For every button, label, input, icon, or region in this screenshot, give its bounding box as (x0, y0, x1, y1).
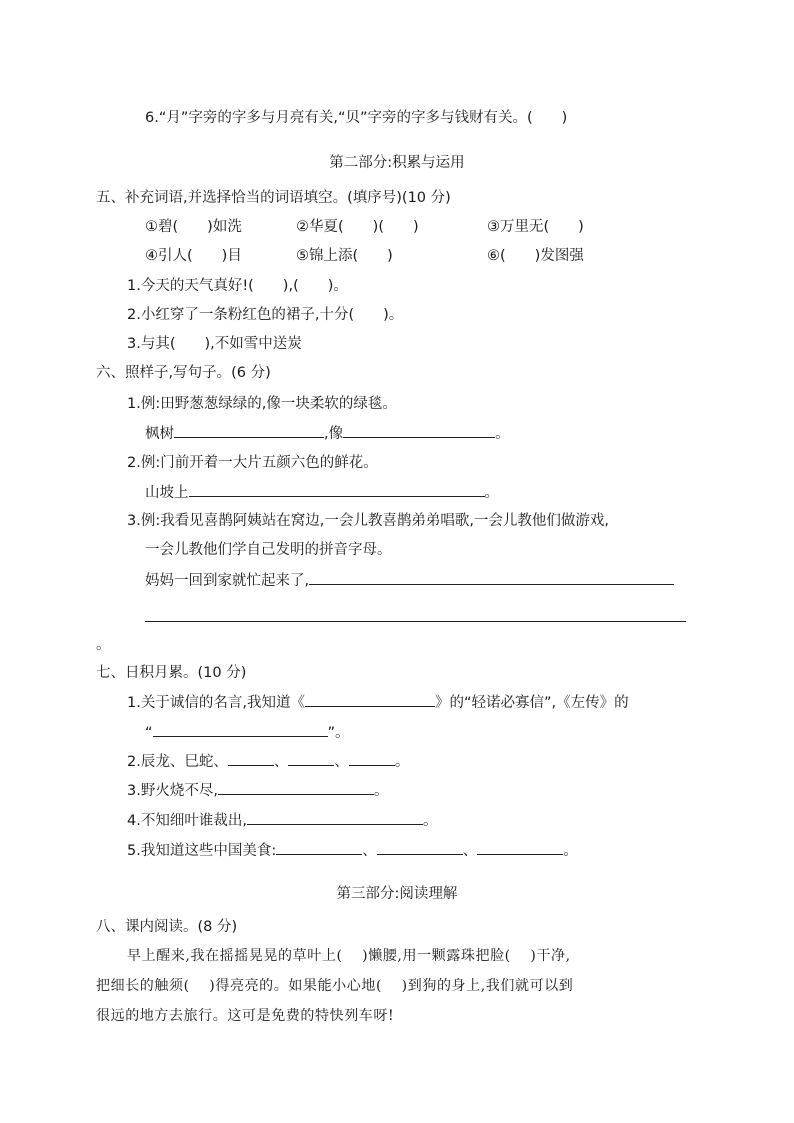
question-5-title: 五、补充词语,并选择恰当的词语填空。(填序号)(10 分) (96, 190, 451, 206)
reading-passage-line-3: 很远的地方去旅行。这可是免费的特快列车呀! (96, 1008, 395, 1024)
answer-blank[interactable] (189, 482, 485, 497)
q6-example-3-line-1: 3.例:我看见喜鹊阿姨站在窝边,一会儿教喜鹊弟弟唱歌,一会儿教他们做游戏, (127, 513, 610, 529)
q6-example-1: 1.例:田野葱葱绿绿的,像一块柔软的绿毯。 (127, 396, 397, 412)
answer-blank[interactable] (228, 751, 274, 766)
q6-ex1-end: 。 (495, 426, 510, 442)
q6-ex1-mid: ,像 (324, 426, 344, 442)
question-6-title: 六、照样子,写句子。(6 分) (96, 365, 271, 381)
answer-blank[interactable] (174, 423, 324, 438)
q7-item-3 (127, 780, 388, 801)
q7-item5-end: 。 (563, 843, 578, 859)
question-8-title: 八、课内阅读。(8 分) (96, 919, 238, 935)
judgement-item-6: 6.“月”字旁的字多与月亮有关,“贝”字旁的字多与钱财有关。( ) (145, 110, 568, 126)
q7-item5-prefix: 5.我知道这些中国美食: (127, 843, 277, 859)
q7-item-1 (127, 692, 629, 713)
answer-blank[interactable] (377, 840, 463, 855)
q7-item-2 (127, 751, 409, 772)
q7-item-4 (127, 810, 437, 831)
question-7-title: 七、日积月累。(10 分) (96, 665, 247, 681)
answer-blank[interactable] (276, 840, 362, 855)
reading-passage-line-2: 把细长的触须( )得亮亮的。如果能小心地( )到狗的身上,我们就可以到 (96, 978, 574, 994)
q6-example-2: 2.例:门前开着一大片五颜六色的鲜花。 (127, 455, 378, 471)
answer-blank[interactable] (309, 570, 674, 585)
q5-option-6: ⑥( )发图强 (487, 248, 584, 264)
q7-item3-end: 。 (373, 783, 389, 799)
q6-answer-line-2 (145, 482, 499, 503)
reading-passage-line-1: 早上醒来,我在摇摇晃晃的草叶上( )懒腰,用一颗露珠把脸( )干净, (127, 948, 571, 964)
answer-rule[interactable] (145, 621, 686, 622)
q5-option-3: ③万里无( ) (487, 219, 584, 235)
answer-blank[interactable] (343, 423, 495, 438)
q6-example-3-line-2: 一会儿教他们学自己发明的拼音字母。 (145, 542, 392, 558)
answer-blank[interactable] (305, 692, 435, 707)
q6-answer-line-3 (145, 570, 674, 591)
q7-item-5 (127, 840, 578, 861)
q7-item3-prefix: 3.野火烧不尽, (127, 783, 218, 799)
q6-ex3-prefix: 妈妈一回到家就忙起来了, (145, 573, 310, 589)
section-title-part2: 第二部分:积累与运用 (329, 155, 465, 171)
q6-ex1-prefix: 枫树 (145, 426, 174, 442)
q6-answer-line-1 (145, 423, 510, 444)
q7-item-1-cont (145, 722, 350, 743)
section-title-part3: 第三部分:阅读理解 (336, 886, 458, 902)
q7-item1-mid: 》的“轻诺必寡信”,《左传》的 (434, 695, 629, 711)
q5-option-5: ⑤锦上添( ) (296, 248, 393, 264)
answer-blank[interactable] (349, 751, 395, 766)
q5-sentence-1: 1.今天的天气真好!( ),( )。 (127, 278, 348, 294)
separator: 、 (334, 754, 349, 770)
q5-sentence-2: 2.小红穿了一条粉红色的裙子,十分( )。 (127, 307, 404, 323)
answer-blank[interactable] (247, 810, 423, 825)
q5-option-2: ②华夏( )( ) (296, 219, 419, 235)
answer-blank[interactable] (288, 751, 334, 766)
q5-sentence-3: 3.与其( ),不如雪中送炭 (127, 336, 302, 352)
open-quote: “ (145, 725, 153, 741)
answer-blank[interactable] (477, 840, 563, 855)
answer-blank[interactable] (153, 722, 328, 737)
q6-ex3-end: 。 (96, 637, 111, 653)
q7-item2-end: 。 (394, 754, 410, 770)
q6-ex2-prefix: 山坡上 (145, 485, 189, 501)
q5-option-4: ④引人( )目 (145, 248, 242, 264)
q6-ex2-end: 。 (484, 485, 499, 501)
q7-item4-prefix: 4.不知细叶谁裁出, (127, 813, 247, 829)
separator: 、 (273, 754, 289, 770)
q5-option-1: ①碧( )如洗 (145, 219, 242, 235)
answer-blank[interactable] (218, 780, 374, 795)
q7-item2-prefix: 2.辰龙、巳蛇、 (127, 754, 228, 770)
close-quote: ”。 (327, 725, 350, 741)
q7-item4-end: 。 (422, 813, 438, 829)
q7-item1-prefix: 1.关于诚信的名言,我知道《 (127, 695, 305, 711)
separator: 、 (362, 843, 377, 859)
separator: 、 (462, 843, 478, 859)
